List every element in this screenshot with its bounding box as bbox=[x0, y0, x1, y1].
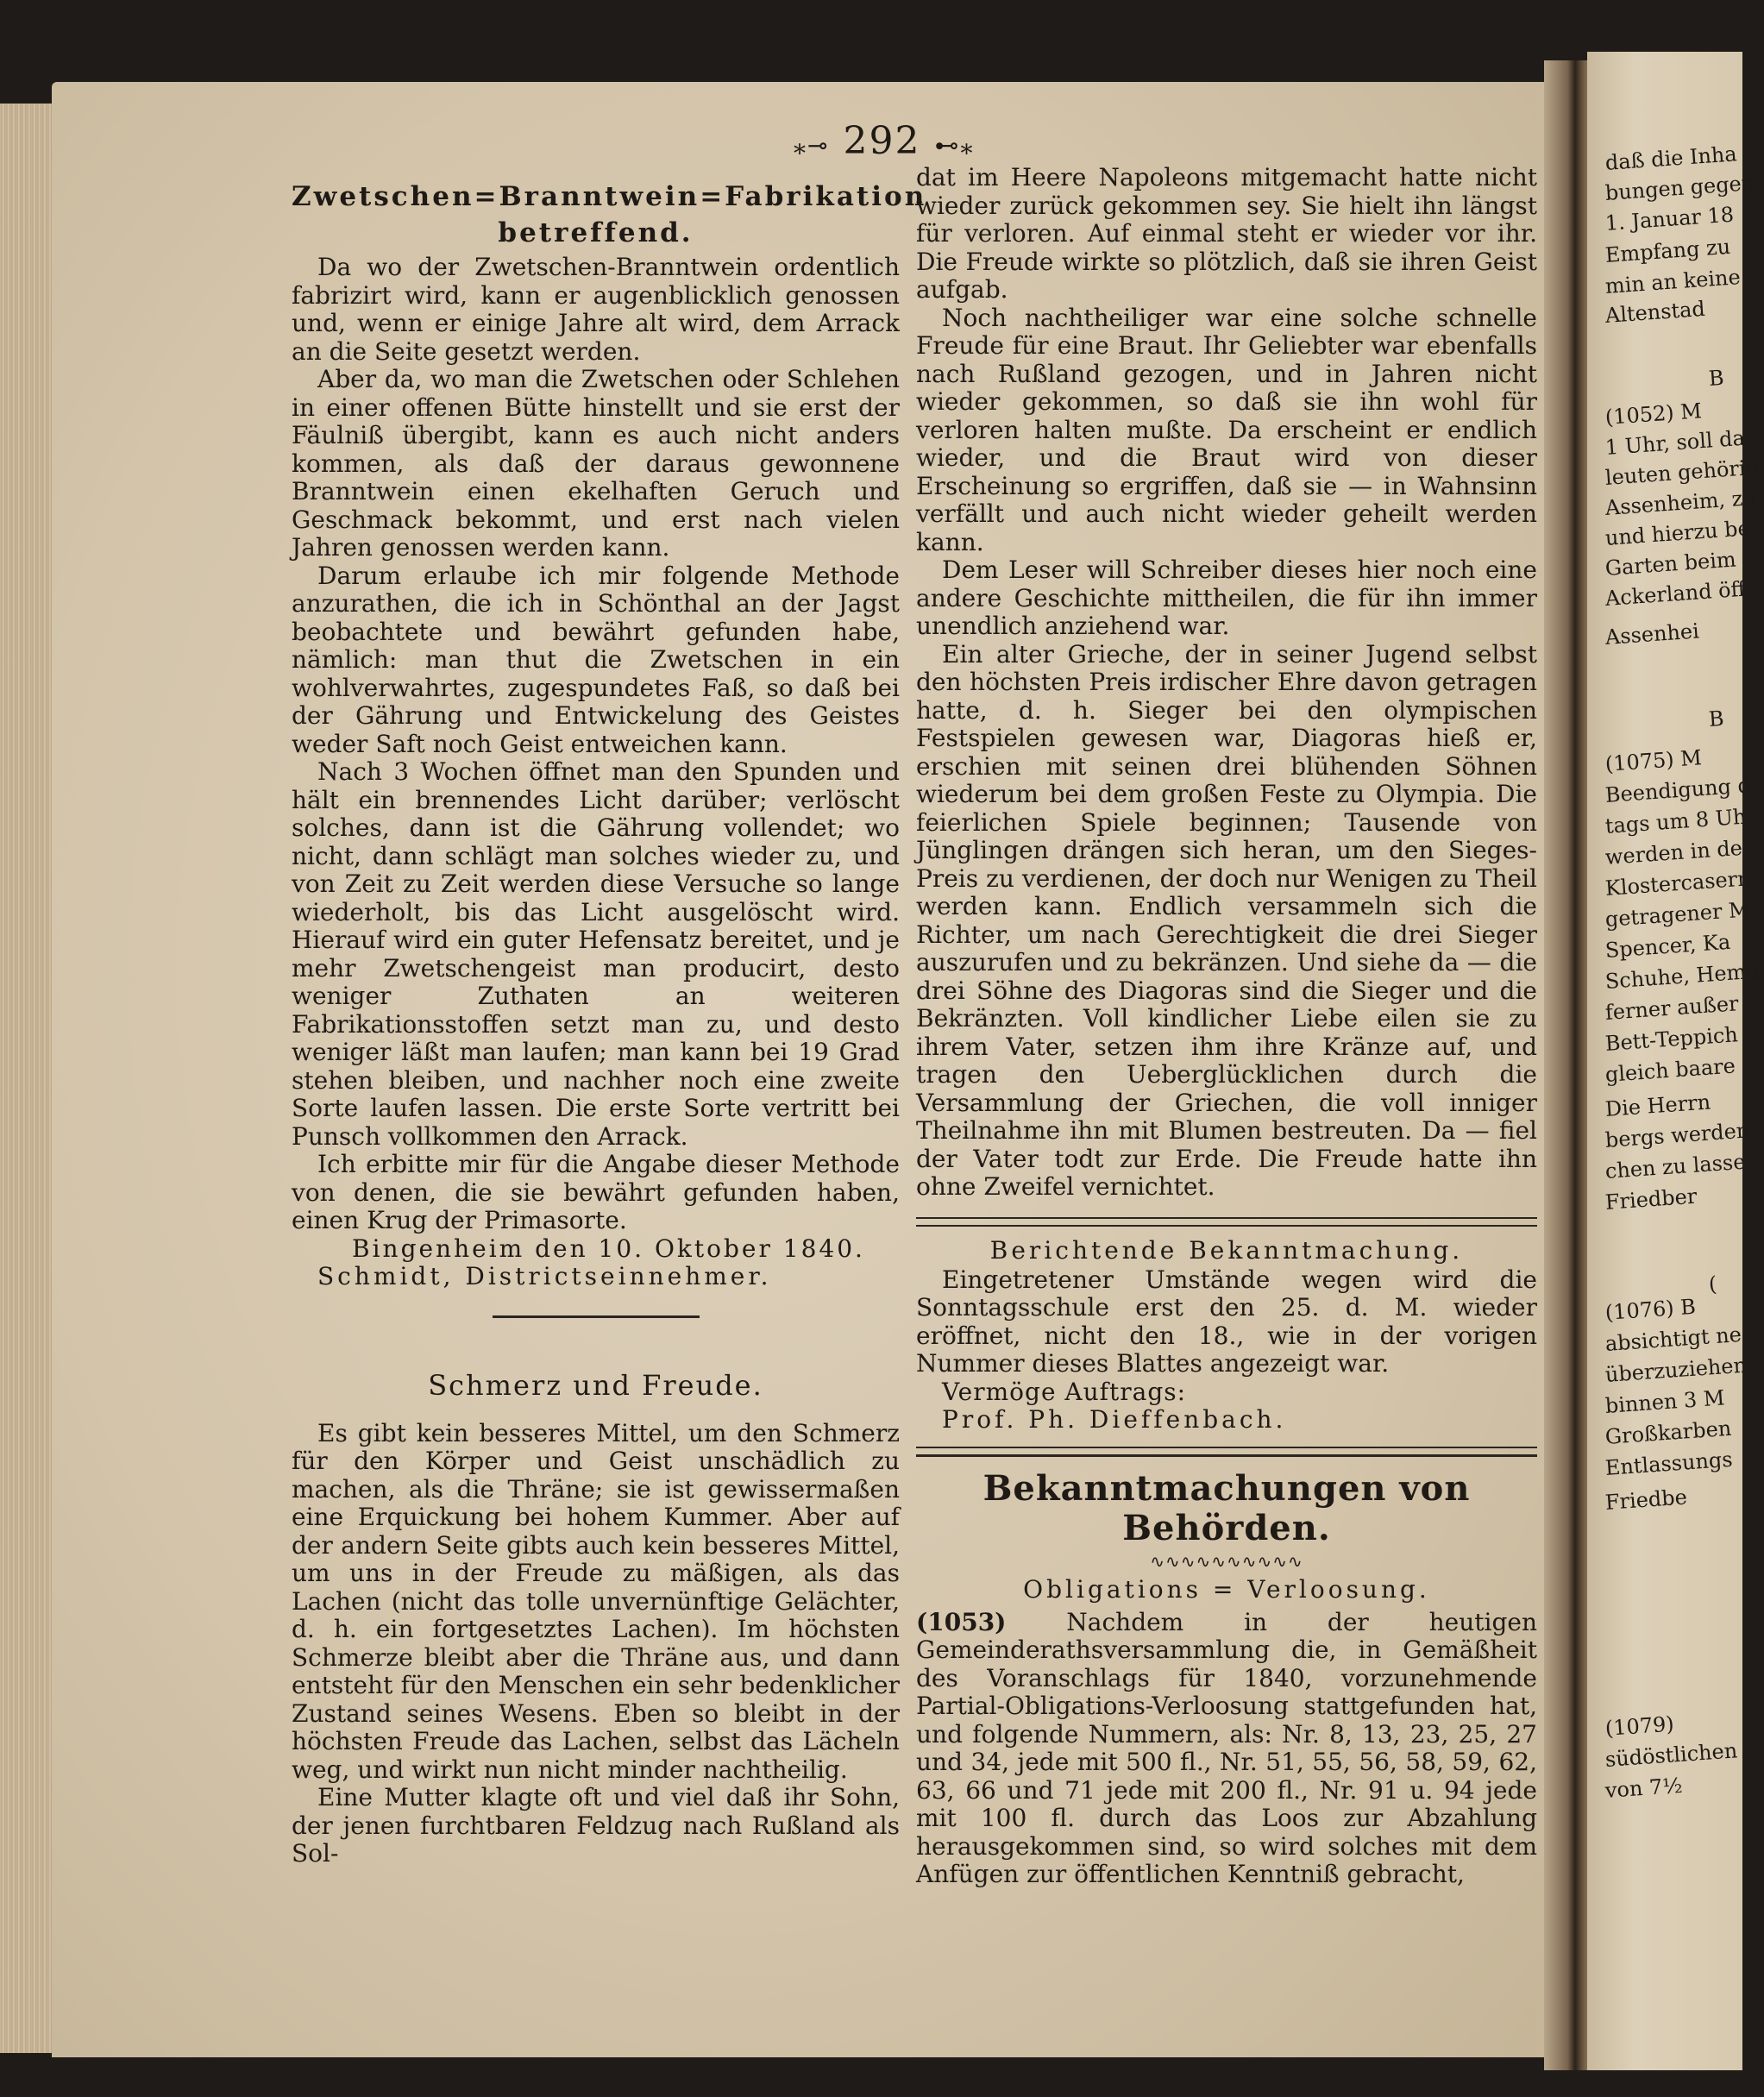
continuation-paragraph: Dem Leser will Schreiber dieses hier noch eine andere Geschichte mittheilen, die für ihn immer unendlich anziehend war. bbox=[916, 556, 1537, 640]
facing-page-line: Klostercaserne bbox=[1604, 865, 1764, 901]
facing-page-line: (1079) bbox=[1604, 1711, 1675, 1741]
notice-title: Berichtende Bekanntmachung. bbox=[989, 1235, 1464, 1265]
facing-page-line: Beendigung d bbox=[1604, 773, 1752, 807]
facing-page-line: Großkarben bbox=[1604, 1416, 1733, 1449]
article1-title-line1: Zwetschen=Branntwein=Fabrikation bbox=[292, 181, 927, 212]
facing-page-line: (1076) B bbox=[1604, 1294, 1697, 1325]
facing-page-line: 1. Januar 18 bbox=[1604, 202, 1735, 235]
authorities-notice bbox=[916, 1609, 1537, 1889]
article1-place-date: Bingenheim den 10. Oktober 1840. bbox=[352, 1234, 865, 1263]
continuation-paragraph: dat im Heere Napoleons mitgemacht hatte nicht wieder zurück gekommen sey. Sie hielt ihn längst für verloren. Auf einmal steht er wieder vor ihr. Die Freude wirkte so plötzlich, daß sie ihren Geist aufgab. bbox=[916, 163, 1537, 304]
facing-page-line: Friedber bbox=[1604, 1183, 1698, 1215]
facing-page-line: Assenheim, zu bbox=[1604, 485, 1757, 520]
facing-page-line: 1 Uhr, soll da bbox=[1604, 425, 1746, 460]
double-rule-divider bbox=[916, 1217, 1537, 1227]
article1-paragraph: Ich erbitte mir für die Angabe dieser Methode von denen, die sie bewährt gefunden haben, einen Krug der Primasorte. bbox=[292, 1150, 900, 1234]
facing-page-line: absichtigt ne bbox=[1604, 1322, 1742, 1356]
page-header bbox=[794, 119, 974, 163]
notice-commission: Vermöge Auftrags: bbox=[942, 1377, 1187, 1406]
facing-page-line: Spencer, Ka bbox=[1604, 929, 1732, 963]
article2-title: Schmerz und Freude. bbox=[428, 1368, 763, 1402]
facing-page-line: leuten gehörig bbox=[1604, 455, 1760, 490]
facing-page-line: Assenhei bbox=[1604, 618, 1700, 650]
article1-paragraph: Da wo der Zwetschen-Branntwein ordentlich fabrizirt wird, kann er augenblicklich genossen und, wenn er einige Jahre alt wird, dem Arrack an die Seite gesetzt werden. bbox=[292, 253, 900, 366]
continuation-paragraph: Ein alter Grieche, der in seiner Jugend selbst den höchsten Preis irdischer Ehre davon getragen hatte, d. h. Sieger bei den olympischen Festspielen gewesen war, Diagoras hieß er, erschien mit seinen drei blühenden Söhnen wiederum bei dem großen Feste zu Olympia. Die feierlichen Spiele beginnen; Tausende von Jünglingen drängen sich heran, um den Sieges-Preis zu verdienen, der doch nur Wenigen zu Theil werden kann. Endlich versammeln sich die Richter, um nach Gerechtigkeit die drei Sieger auszurufen und zu bekränzen. Und siehe da — die drei Söhne des Diagoras sind die Sieger und die Bekränzten. Voll kindlicher Liebe eilen sie zu ihrem Vater, setzen ihm ihre Kränze auf, und tragen den Ueberglücklichen durch die Versammlung der Griechen, die voll inniger Theilnahme ihn mit Blumen bestreuten. Da — fiel der Vater todt zur Erde. Die Freude hatte ihn ohne Zweifel vernichtet. bbox=[916, 639, 1537, 1201]
double-rule-divider bbox=[916, 1447, 1537, 1457]
authorities-subtitle: Obligations = Verloosung. bbox=[1023, 1574, 1430, 1604]
authorities-ornament: ∿∿∿∿∿∿∿∿∿∿ bbox=[1150, 1550, 1303, 1572]
facing-page-line: chen zu lasse bbox=[1604, 1149, 1747, 1183]
facing-page-line: Ackerland öff bbox=[1604, 576, 1747, 611]
facing-page-line: Altenstad bbox=[1604, 296, 1706, 328]
right-column bbox=[916, 164, 1537, 1889]
facing-page-line: gleich baare bbox=[1604, 1053, 1736, 1087]
facing-page-line: bergs werden bbox=[1604, 1118, 1751, 1152]
facing-page-line: binnen 3 M bbox=[1604, 1385, 1726, 1418]
article1-paragraph: Aber da, wo man die Zwetschen oder Schlehen in einer offenen Bütte hinstellt und sie erst der Fäulniß übergibt, kann es auch nicht anders kommen, als daß der daraus gewonnene Branntwein einen ekelhaften Geruch und Geschmack bekommt, und erst nach vielen Jahren genossen werden kann. bbox=[292, 365, 900, 562]
facing-page-line: ( bbox=[1708, 1271, 1718, 1296]
facing-page-line: Entlassungs bbox=[1604, 1447, 1734, 1480]
section-divider bbox=[493, 1315, 700, 1318]
facing-page-line: Bett-Teppich bbox=[1604, 1022, 1739, 1056]
facing-page-line: Friedbe bbox=[1604, 1485, 1688, 1515]
facing-page bbox=[1587, 52, 1764, 2070]
facing-page-line: getragener M bbox=[1604, 897, 1751, 932]
facing-page-line: (1052) M bbox=[1604, 399, 1703, 430]
facing-page-line: B bbox=[1708, 365, 1725, 391]
facing-page-line: Schuhe, Hemd bbox=[1604, 958, 1761, 994]
notice-signature: Prof. Ph. Dieffenbach. bbox=[942, 1405, 1287, 1434]
continuation-paragraph: Noch nachtheiliger war eine solche schnelle Freude für eine Braut. Ihr Geliebter war ebenfalls nach Rußland gezogen, und in Jahren nicht wieder gekommen, so daß sie ihn wohl für verloren halten mußte. Da erscheint er endlich wieder, und die Braut wird von dieser Erscheinung so ergriffen, daß sie — in Wahnsinn verfällt und auch nicht wieder geheilt werden kann. bbox=[916, 303, 1537, 556]
article2-paragraph: Es gibt kein besseres Mittel, um den Schmerz für den Körper und Geist unschädlich zu machen, als die Thräne; sie ist gewissermaßen eine Erquickung bei hohem Kummer. Aber auf der andern Seite gibts auch kein besseres Mittel, um uns in der Freude zu mäßigen, als das Lachen (nicht das tolle unvernünftige Gelächter, d. h. ein fortgesetztes Lachen). Im höchsten Schmerze bleibt aber die Thräne aus, und dann entsteht für den Menschen ein sehr bedenklicher Zustand seines Wesens. Eben so bleibt in der höchsten Freude das Lachen, selbst das Lächeln weg, und wirkt nun nicht minder nachtheilig. bbox=[292, 1418, 900, 1784]
facing-page-line: (1075) M bbox=[1604, 745, 1703, 776]
facing-page-line: überzuziehen bbox=[1604, 1353, 1748, 1387]
notice-text: Eingetretener Umstände wegen wird die Sonntagsschule erst den 25. d. M. wieder eröffnet, nicht den 18., wie in der vorigen Nummer dieses Blattes angezeigt war. bbox=[916, 1265, 1537, 1378]
facing-page-line: Garten beim bbox=[1604, 547, 1737, 581]
article1-title-line2: betreffend. bbox=[498, 217, 694, 248]
facing-page-line: ferner außer bbox=[1604, 991, 1740, 1025]
notice-number: (1053) bbox=[916, 1607, 1007, 1636]
article1-signature: Schmidt, Districtseinnehmer. bbox=[317, 1262, 772, 1290]
ornament-right-icon: ⊷⁎ bbox=[934, 131, 975, 160]
article2-paragraph: Eine Mutter klagte oft und viel daß ihr Sohn, der jenen furchtbaren Feldzug nach Rußland als Sol- bbox=[292, 1783, 900, 1868]
facing-page-line: daß die Inha bbox=[1604, 141, 1738, 175]
facing-page-line: von 7½ bbox=[1604, 1773, 1684, 1803]
facing-page-line: Empfang zu bbox=[1604, 234, 1731, 267]
facing-page-line: tags um 8 Uh bbox=[1604, 804, 1748, 838]
facing-page-line: bungen gegen bbox=[1604, 170, 1756, 205]
page-number: 292 bbox=[843, 119, 921, 163]
authorities-heading: Bekanntmachungen von Behörden. bbox=[982, 1467, 1471, 1548]
article1-paragraph: Nach 3 Wochen öffnet man den Spunden und hält ein brennendes Licht darüber; verlöscht solches, dann ist die Gährung vollendet; wo nicht, dann schlägt man solches wieder zu, und von Zeit zu Zeit werden diese Versuche so lange wiederholt, bis das Licht ausgelöscht wird. Hierauf wird ein guter Hefensatz bereitet, und je mehr Zwetschengeist man producirt, desto weniger Zuthaten an weiteren Fabrikationsstoffen setzt man zu, und desto weniger läßt man laufen; man kann bei 19 Grad stehen bleiben, und nachher noch eine zweite Sorte laufen lassen. Die erste Sorte vertritt bei Punsch vollkommen den Arrack. bbox=[292, 757, 900, 1151]
facing-page-line: und hierzu be bbox=[1604, 516, 1751, 550]
left-column bbox=[292, 181, 927, 1868]
notice-body: Nachdem in der heutigen Gemeinderathsversammlung die, in Gemäßheit des Voranschlags für 1840, vorzunehmende Partial-Obligations-Verloosung stattgefunden hat, und folgende Nummern, als: Nr. 8, 13, 23, 25, 27 und 34, jede mit 500 fl., Nr. 51, 55, 56, 58, 59, 62, 63, 66 und 71 jede mit 200 fl., Nr. 91 u. 94 jede mit 100 fl. durch das Loos zur Abzahlung herausgekommen sind, so wird solches mit dem Anfügen zur öffentlichen Kenntniß gebracht, bbox=[916, 1607, 1537, 1888]
facing-page-line: B bbox=[1708, 706, 1725, 731]
ornament-left-icon: ⁎⊸ bbox=[794, 131, 830, 160]
facing-page-line: Die Herrn bbox=[1604, 1089, 1711, 1121]
facing-page-line: werden in de bbox=[1604, 835, 1743, 870]
article1-paragraph: Darum erlaube ich mir folgende Methode anzurathen, die ich in Schönthal an der Jagst beobachtete und bewährt gefunden habe, nämlich: man thut die Zwetschen in ein wohlverwahrtes, zugespundetes Faß, so daß bei der Gährung und Entwickelung des Geistes weder Saft noch Geist entweichen kann. bbox=[292, 561, 900, 758]
facing-page-line: südöstlichen bbox=[1604, 1738, 1739, 1772]
facing-page-line: min an keine bbox=[1604, 265, 1742, 298]
